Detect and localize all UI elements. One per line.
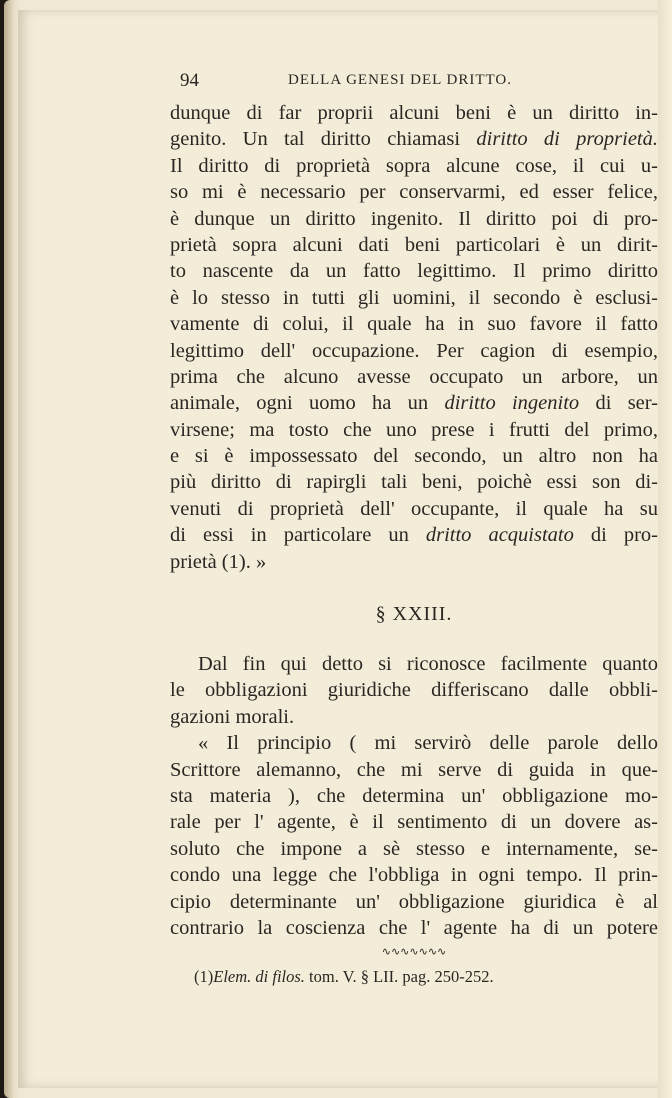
text-line: condo una legge che l'obbliga in ogni tempo. Il prin- <box>170 864 658 887</box>
text-line: venuti di proprietà dell' occupante, il quale ha su <box>170 497 658 520</box>
text-line: le obbligazioni giuridiche differiscano dalle obbli- <box>170 679 658 702</box>
footnote-title: Elem. di filos. <box>213 967 305 987</box>
page-number: 94 <box>180 70 199 91</box>
text-line: è lo stesso in tutti gli uomini, il secondo è esclusi- <box>170 286 658 309</box>
page-right-edge <box>658 0 672 1098</box>
italic-phrase: diritto ingenito <box>444 392 580 415</box>
text-line: gazioni morali. <box>170 705 295 728</box>
text-line: animale, ogni uomo ha un diritto ingenito di ser- <box>170 392 658 415</box>
text-line: sta materia ), che determina un' obbligazione mo- <box>170 784 658 807</box>
text-line: rale per l' agente, è il sentimento di un dovere as- <box>170 811 658 834</box>
text-line: contrario la coscienza che l' agente ha di un potere <box>170 916 658 939</box>
text-line: di essi in particolare un dritto acquistato di pro- <box>170 524 658 547</box>
text-line: è dunque un diritto ingenito. Il diritto poi di pro- <box>170 207 658 230</box>
text-line: « Il principio ( mi servirò delle parole dello <box>198 732 658 755</box>
text-line: legittimo dell' occupazione. Per cagion di esempio, <box>170 339 658 362</box>
text-line: più diritto di rapirgli tali beni, poichè essi son di- <box>170 471 658 494</box>
text-block <box>170 66 658 989</box>
italic-phrase: dritto acquistato <box>425 524 574 547</box>
footnote-rule: ∿∿∿∿∿∿∿ <box>381 946 447 959</box>
text-line: prima che alcuno avesse occupato un arbore, un <box>170 365 658 388</box>
italic-phrase: diritto di proprietà. <box>476 128 658 151</box>
footnote-marker: (1) <box>194 967 214 987</box>
text-line: vamente di colui, il quale ha in suo favore il fatto <box>170 313 658 336</box>
footnote <box>170 965 658 989</box>
text-line: to nascente da un fatto legittimo. Il primo diritto <box>170 260 658 283</box>
text-line: Dal fin qui detto si riconosce facilmente quanto <box>198 653 658 676</box>
paragraph-2 <box>170 651 658 730</box>
text-line: genito. Un tal diritto chiamasi diritto di proprietà. <box>170 128 658 151</box>
text-line: virsene; ma tosto che uno prese i frutti del primo, <box>170 418 658 441</box>
running-title: DELLA GENESI DEL DRITTO. <box>288 72 512 88</box>
text-line: prietà (1). » <box>170 550 267 573</box>
footnote-citation: tom. V. § LII. pag. 250-252. <box>304 967 494 987</box>
text-line: e si è impossessato del secondo, un altro non ha <box>170 445 658 468</box>
running-head <box>170 66 658 100</box>
text-line: so mi è necessario per conservarmi, ed esser felice, <box>170 181 658 204</box>
text-line: dunque di far proprii alcuni beni è un diritto in- <box>170 102 658 124</box>
text-line: soluto che impone a sè stesso e internamente, se- <box>170 837 658 860</box>
text-line: cipio determinante un' obbligazione giuridica è al <box>170 890 658 913</box>
section-title: § XXIII. <box>375 603 453 626</box>
paragraph-1 <box>170 100 658 575</box>
text-line: prietà sopra alcuni dati beni particolari è un dirit- <box>170 233 658 256</box>
text-line: Scrittore alemanno, che mi serve di guida in que- <box>170 758 658 781</box>
text-line: Il diritto di proprietà sopra alcune cose, il cui u- <box>170 154 658 177</box>
paragraph-3 <box>170 730 658 941</box>
